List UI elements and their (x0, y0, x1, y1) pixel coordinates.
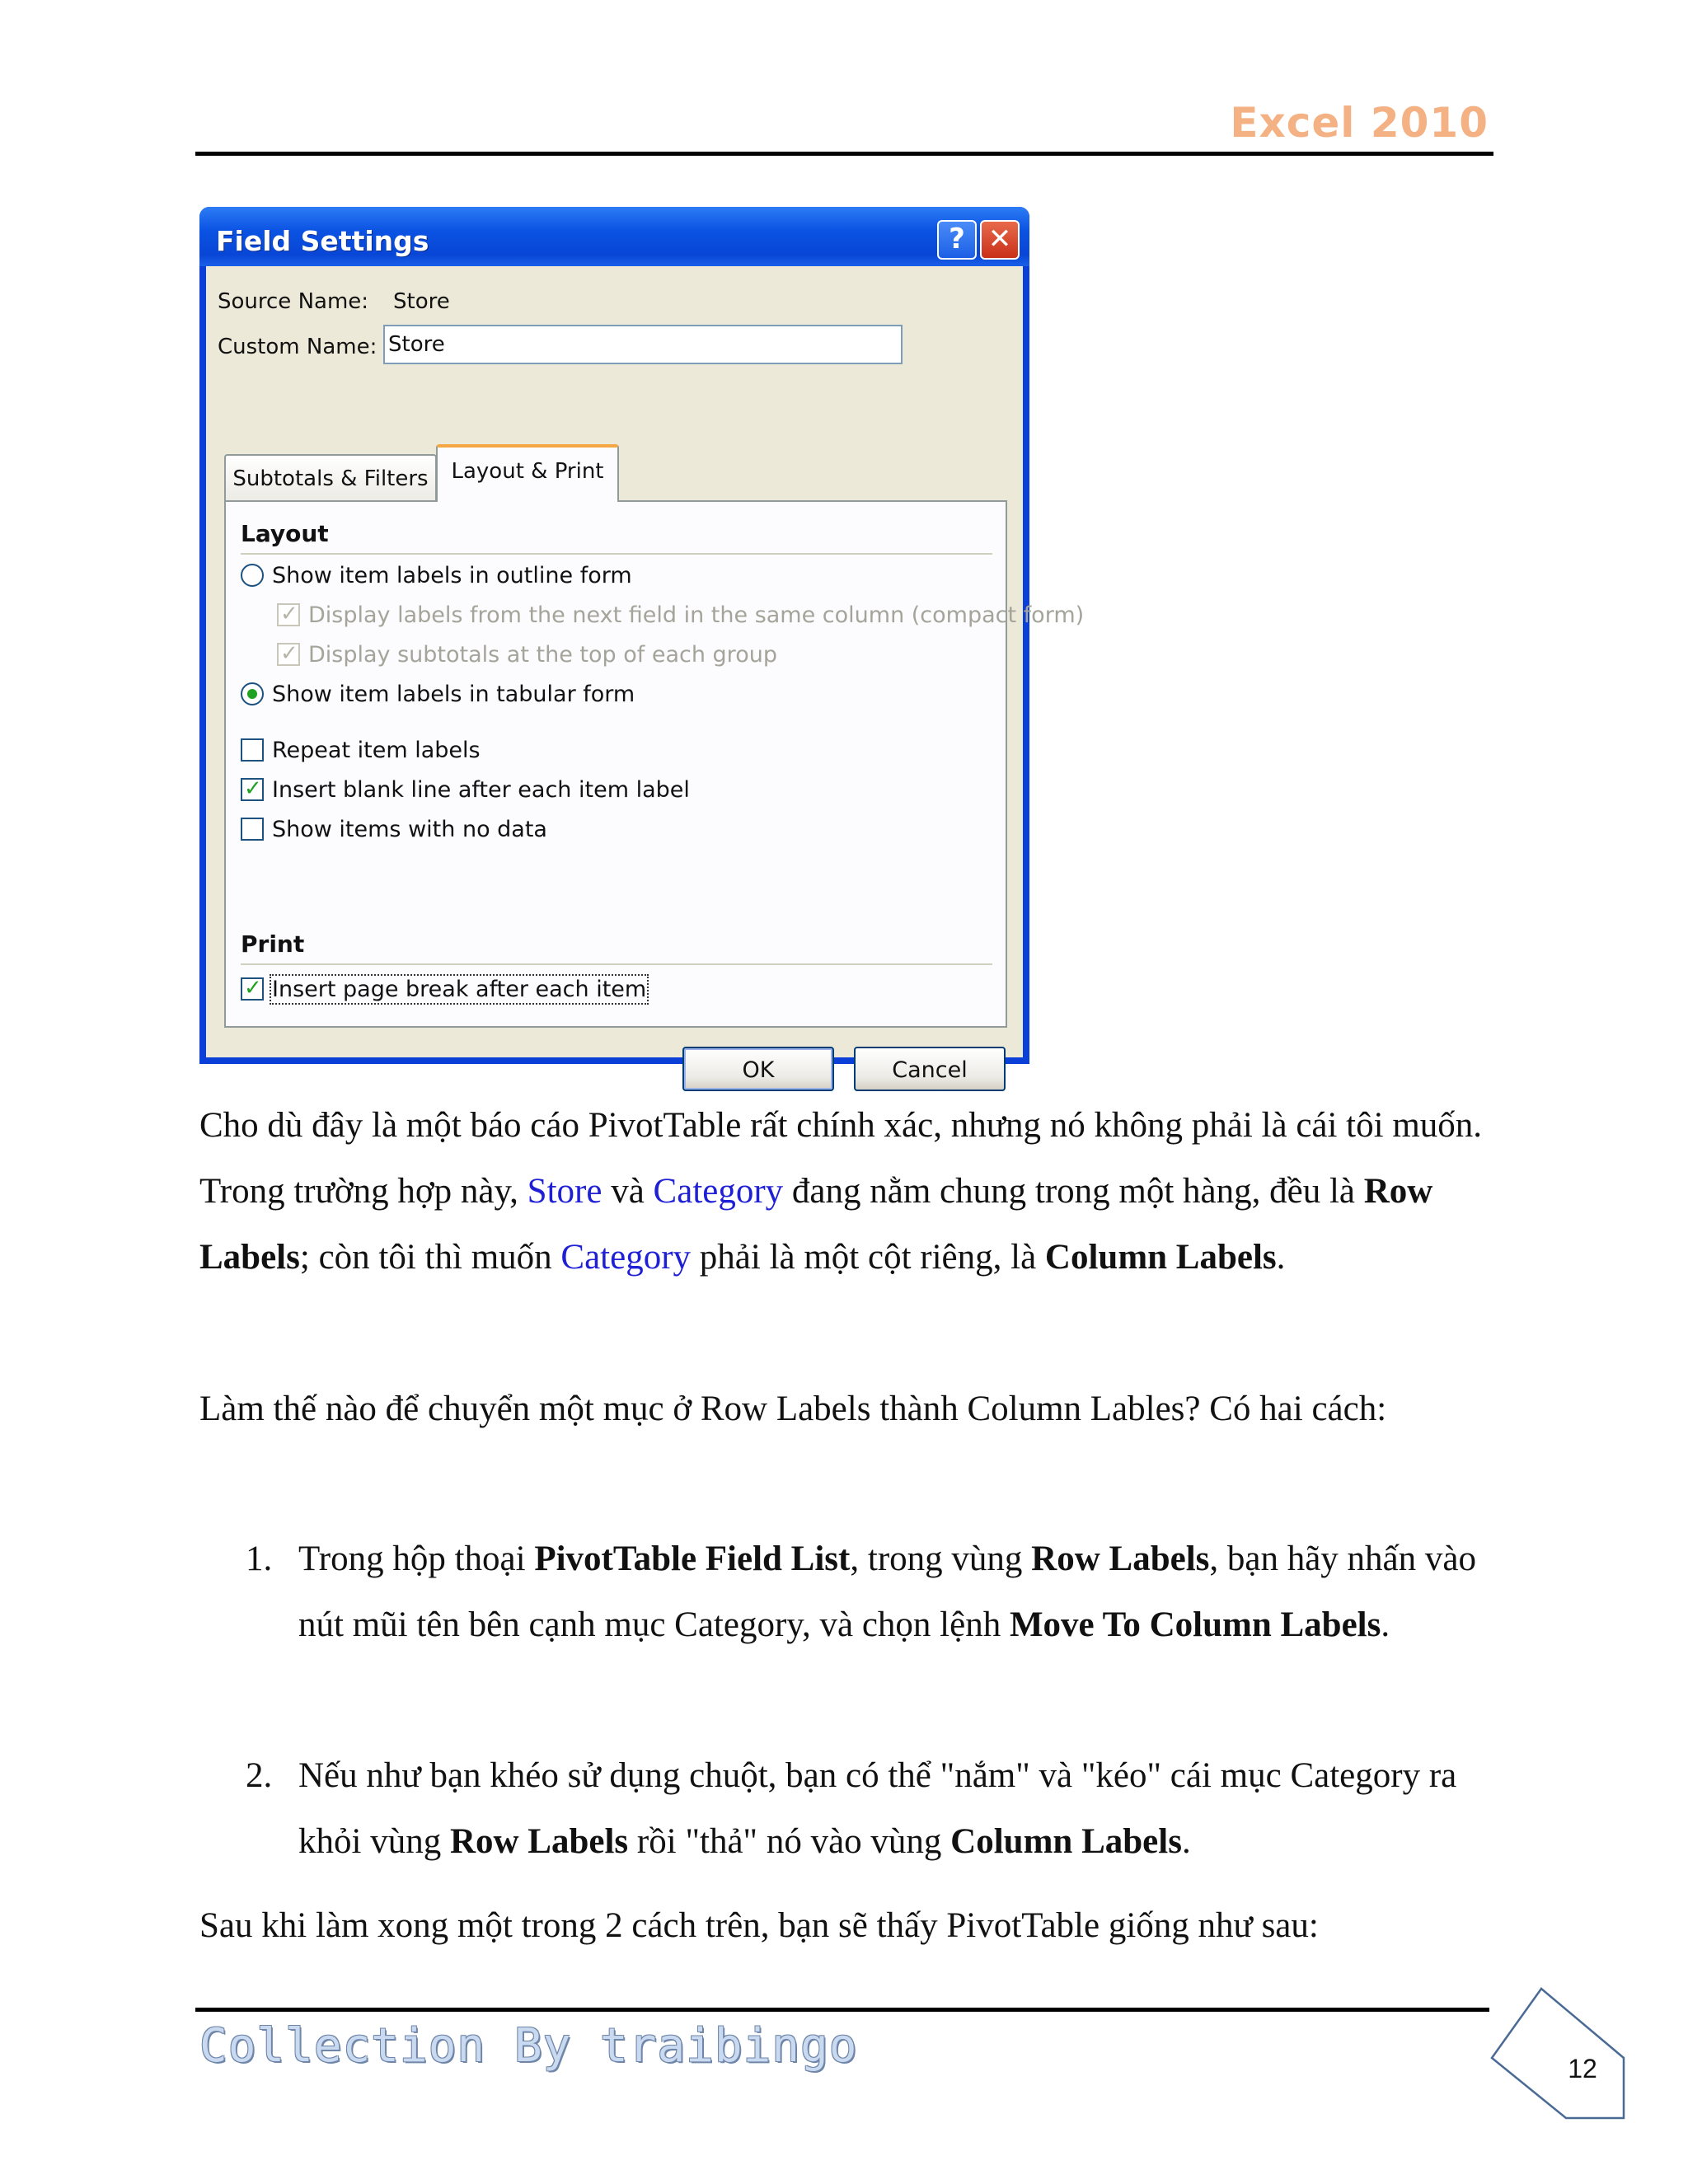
layout-print-panel (224, 500, 1085, 1028)
blank-line-checkbox[interactable] (241, 777, 690, 803)
subtotals-top-checkbox[interactable] (277, 642, 777, 668)
checkbox-icon[interactable] (277, 643, 300, 666)
close-button[interactable] (980, 220, 1020, 260)
layout-heading: Layout (241, 520, 329, 547)
li1-c: , trong vùng (850, 1540, 1032, 1578)
category-link-2: Category (560, 1238, 692, 1277)
checkbox-icon[interactable] (241, 818, 264, 841)
paragraph-3: Sau khi làm xong một trong 2 cách trên, bạn sẽ thấy PivotTable giống như sau: (199, 1906, 1319, 1945)
paragraph-1 (199, 1093, 1502, 1291)
li2-b1: Row Labels (449, 1822, 629, 1861)
blank-line-label: Insert blank line after each item label (272, 777, 690, 803)
compact-form-checkbox[interactable] (277, 602, 1084, 628)
tabular-form-radio[interactable] (241, 682, 635, 707)
help-icon: ? (949, 223, 965, 255)
page-number: 12 (1568, 2054, 1597, 2083)
p1-text-f: . (1276, 1238, 1286, 1277)
cancel-button[interactable]: Cancel (854, 1047, 1006, 1091)
p1-text-c: đang nằm chung trong một hàng, đều là (783, 1172, 1364, 1211)
compact-form-label: Display labels from the next field in the same column (compact form) (308, 602, 1085, 628)
radio-icon[interactable] (241, 682, 264, 705)
paragraph-2: Làm thế nào để chuyển một mục ở Row Labels thành Column Lables? Có hai cách: (199, 1390, 1387, 1428)
li2-c: rồi "thả" nó vào vùng (628, 1822, 951, 1861)
header-title: Excel 2010 (1230, 99, 1489, 147)
page-break-checkbox[interactable] (241, 977, 646, 1002)
header-rule (195, 152, 1493, 156)
li1-b2: Row Labels (1031, 1540, 1210, 1578)
print-divider (241, 963, 992, 965)
no-data-label: Show items with no data (272, 817, 547, 842)
list-text-1 (298, 1526, 1498, 1658)
li1-e: . (1381, 1605, 1390, 1644)
list-text-2 (298, 1743, 1498, 1875)
p1-text-e: phải là một cột riêng, là (691, 1238, 1045, 1277)
column-labels-bold: Column Labels (1044, 1238, 1277, 1277)
layout-divider (241, 553, 992, 555)
footer-rule (195, 2008, 1489, 2012)
li1-d: , bạn hãy nhấn vào nút mũi tên bên cạnh mục Category, và chọn lệnh (298, 1540, 1476, 1644)
ok-button[interactable]: OK (682, 1047, 834, 1091)
list-number-2: 2. (246, 1756, 273, 1795)
outline-form-radio[interactable] (241, 563, 632, 588)
category-link-1: Category (653, 1172, 784, 1211)
outline-form-label: Show item labels in outline form (272, 563, 632, 588)
print-heading: Print (241, 930, 305, 958)
help-button[interactable] (937, 220, 977, 260)
li2-d: . (1181, 1822, 1191, 1861)
checkbox-icon[interactable] (241, 778, 264, 801)
list-item-2 (246, 1743, 1498, 1875)
checkbox-icon[interactable] (277, 603, 300, 626)
tab-layout-print[interactable]: Layout & Print (436, 444, 619, 502)
tab-subtotals-filters[interactable]: Subtotals & Filters (224, 454, 437, 500)
dialog-client (206, 266, 1085, 1083)
li1-a: Trong hộp thoại (298, 1540, 535, 1578)
no-data-checkbox[interactable] (241, 817, 547, 842)
list-number-1: 1. (246, 1540, 273, 1578)
li2-a: Nếu như bạn khéo sử dụng chuột, bạn có thể "nắm" và "kéo" cái mục Category ra khỏi vùng (298, 1756, 1457, 1861)
subtotals-top-label: Display subtotals at the top of each group (308, 642, 777, 668)
custom-name-input[interactable]: Store (383, 325, 903, 364)
custom-name-label: Custom Name: (218, 335, 377, 359)
li1-b3: Move To Column Labels (1009, 1605, 1381, 1644)
p1-text-d: ; còn tôi thì muốn (299, 1238, 561, 1277)
radio-icon[interactable] (241, 564, 264, 587)
checkbox-icon[interactable] (241, 738, 264, 762)
page-break-label: Insert page break after each item (272, 977, 647, 1002)
li1-b1: PivotTable Field List (534, 1540, 851, 1578)
field-settings-dialog (199, 207, 1085, 1083)
source-name-value: Store (393, 289, 450, 314)
dialog-titlebar[interactable] (199, 207, 1029, 266)
source-name-label: Source Name: (218, 289, 369, 314)
repeat-labels-label: Repeat item labels (272, 738, 481, 763)
store-link: Store (527, 1172, 603, 1211)
list-item-1 (246, 1526, 1498, 1658)
row-labels-bold: Row Labels (199, 1172, 1433, 1277)
close-icon: ✕ (987, 223, 1012, 255)
footer-text: Collection By traibingo (199, 2019, 858, 2073)
p1-text-a: Cho dù đây là một báo cáo PivotTable rất chính xác, nhưng nó không phải là cái tôi muốn. Trong trường hợp này, (199, 1106, 1483, 1211)
tabular-form-label: Show item labels in tabular form (272, 682, 635, 707)
repeat-labels-checkbox[interactable] (241, 738, 481, 763)
li2-b2: Column Labels (950, 1822, 1182, 1861)
dialog-title: Field Settings (216, 225, 429, 257)
p1-text-b: và (602, 1172, 654, 1211)
checkbox-icon[interactable] (241, 977, 264, 1001)
